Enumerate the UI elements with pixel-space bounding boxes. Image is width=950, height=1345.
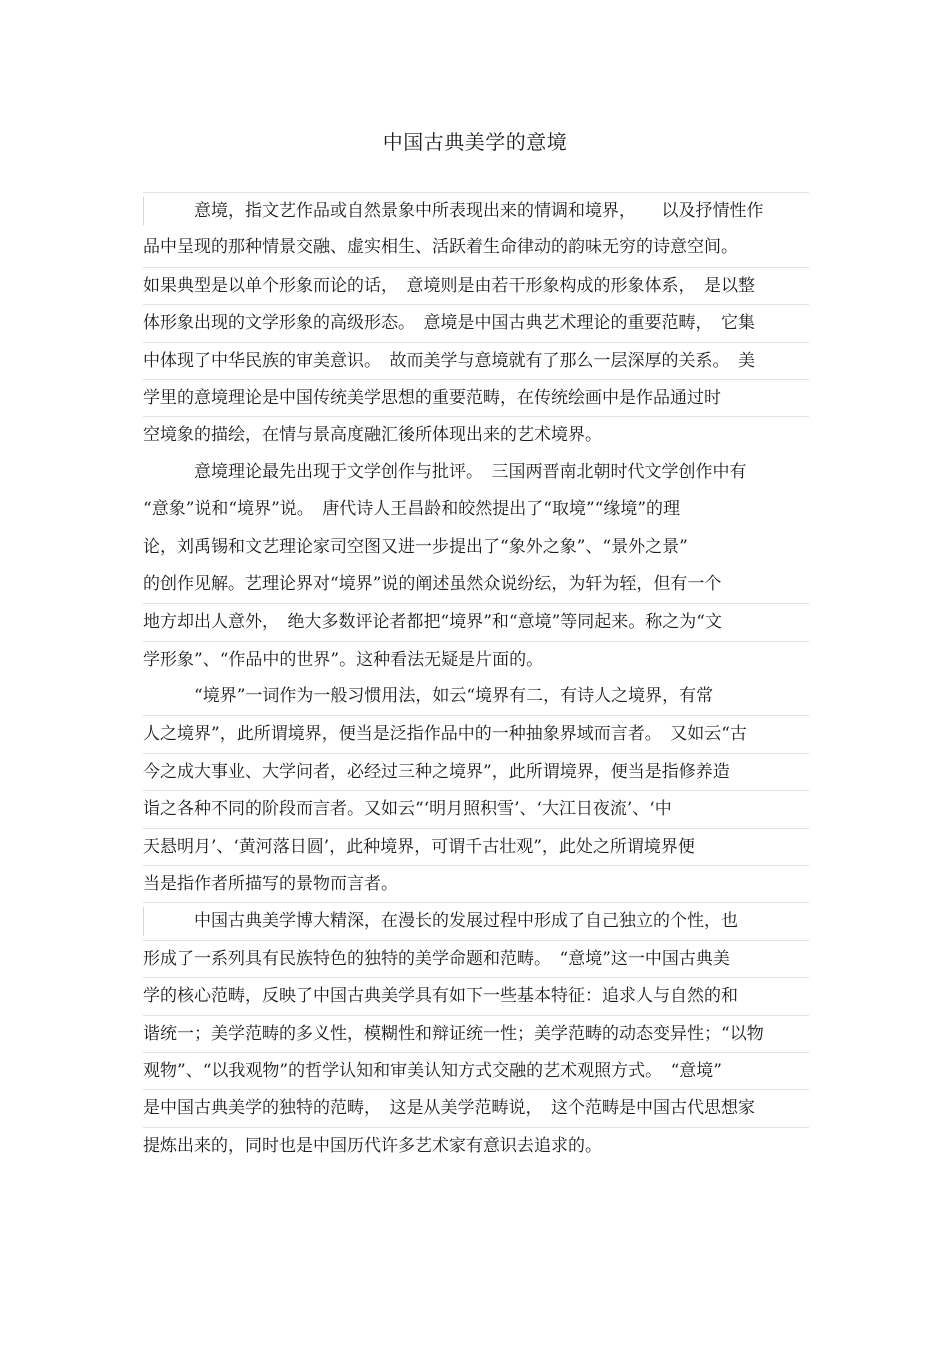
text-line-content: 学里的意境理论是中国传统美学思想的重要范畴，在传统绘画中是作品通过时: [143, 387, 721, 408]
text-line: [143, 865, 809, 902]
text-line: [143, 192, 809, 229]
text-line-content: 中国古典美学博大精深，在漫长的发展过程中形成了自己独立的个性，也: [143, 911, 738, 932]
text-line-content: 形成了一系列具有民族特色的独特的美学命题和范畴。 “意境”这一中国古典美: [143, 948, 730, 969]
text-line-content: 提炼出来的，同时也是中国历代许多艺术家有意识去追求的。: [143, 1135, 602, 1156]
text-line: [143, 229, 809, 266]
text-line: [143, 529, 809, 566]
text-line: [143, 454, 809, 491]
text-line-content: 地方却出人意外， 绝大多数评论者都把“境界”和“意境”等同起来。称之为“文: [143, 612, 722, 633]
text-line-content: 谐统一；美学范畴的多义性，模糊性和辩证统一性；美学范畴的动态变异性；“以物: [143, 1023, 764, 1044]
text-line: [143, 566, 809, 603]
text-line-content: 如果典型是以单个形象而论的话， 意境则是由若干形象构成的形象体系， 是以整: [143, 275, 755, 296]
text-line: [143, 379, 809, 416]
document-body: [143, 192, 809, 1164]
document-title: 中国古典美学的意境: [382, 130, 568, 154]
text-line: [143, 715, 809, 752]
text-line: [143, 678, 809, 715]
text-line-content: 学的核心范畴，反映了中国古典美学具有如下一些基本特征：追求人与自然的和: [143, 986, 738, 1007]
text-line-content: 诣之各种不同的阶段而言者。又如云“‘明月照积雪’、‘大江日夜流’、‘中: [143, 799, 672, 820]
text-line: [143, 1089, 809, 1126]
text-line-content: 品中呈现的那种情景交融、虚实相生、活跃着生命律动的韵味无穷的诗意空间。: [143, 237, 738, 258]
text-line: [143, 977, 809, 1014]
text-line: [143, 342, 809, 379]
text-line: [143, 641, 809, 678]
text-line-content: 意境理论最先出现于文学创作与批评。 三国两晋南北朝时代文学创作中有: [143, 461, 747, 482]
text-line-content: 体形象出现的文学形象的高级形态。 意境是中国古典艺术理论的重要范畴， 它集: [143, 313, 755, 334]
text-line: [143, 902, 809, 939]
text-line: [143, 603, 809, 640]
text-line-content: 当是指作者所描写的景物而言者。: [143, 874, 398, 895]
text-line-content: 空境象的描绘，在情与景高度融汇後所体现出来的艺术境界。: [143, 425, 602, 446]
text-line-content: 论，刘禹锡和文艺理论家司空图又进一步提出了“象外之象”、“景外之景”: [143, 536, 688, 557]
text-line: [143, 1015, 809, 1052]
text-line: [143, 267, 809, 304]
text-line-content: 天悬明月’、‘黄河落日圆’，此种境界，可谓千古壮观”，此处之所谓境界便: [143, 836, 695, 857]
text-box-edge: [143, 907, 144, 935]
text-line-content: 意境，指文艺作品或自然景象中所表现出来的情调和境界， 以及抒情性作: [143, 201, 764, 221]
text-line-content: 人之境界”，此所谓境界，便当是泛指作品中的一种抽象界域而言者。 又如云“古: [143, 724, 747, 745]
text-line-content: 今之成大事业、大学问者，必经过三种之境界”，此所谓境界，便当是指修养造: [143, 761, 730, 782]
text-line: [143, 828, 809, 865]
text-line-content: 是中国古典美学的独特的范畴， 这是从美学范畴说， 这个范畴是中国古代思想家: [143, 1098, 755, 1119]
text-line-content: “意象”说和“境界”说。 唐代诗人王昌龄和皎然提出了“取境”“缘境”的理: [143, 499, 681, 520]
text-line-content: 学形象”、“作品中的世界”。这种看法无疑是片面的。: [143, 649, 544, 670]
text-line: [143, 416, 809, 453]
text-line: [143, 304, 809, 341]
text-line: [143, 1052, 809, 1089]
text-line: [143, 1127, 809, 1164]
text-line-content: “境界”一词作为一般习惯用法，如云“境界有二，有诗人之境界，有常: [143, 686, 714, 707]
text-line-content: 的创作见解。艺理论界对“境界”说的阐述虽然众说纷纭，为轩为轾，但有一个: [143, 573, 722, 594]
text-box-edge: [143, 197, 144, 225]
text-line: [143, 753, 809, 790]
text-line: [143, 790, 809, 827]
text-line-content: 中体现了中华民族的审美意识。 故而美学与意境就有了那么一层深厚的关系。 美: [143, 350, 755, 371]
text-line: [143, 940, 809, 977]
text-line-content: 观物”、“以我观物”的哲学认知和审美认知方式交融的艺术观照方式。 “意境”: [143, 1060, 722, 1081]
text-line: [143, 491, 809, 528]
